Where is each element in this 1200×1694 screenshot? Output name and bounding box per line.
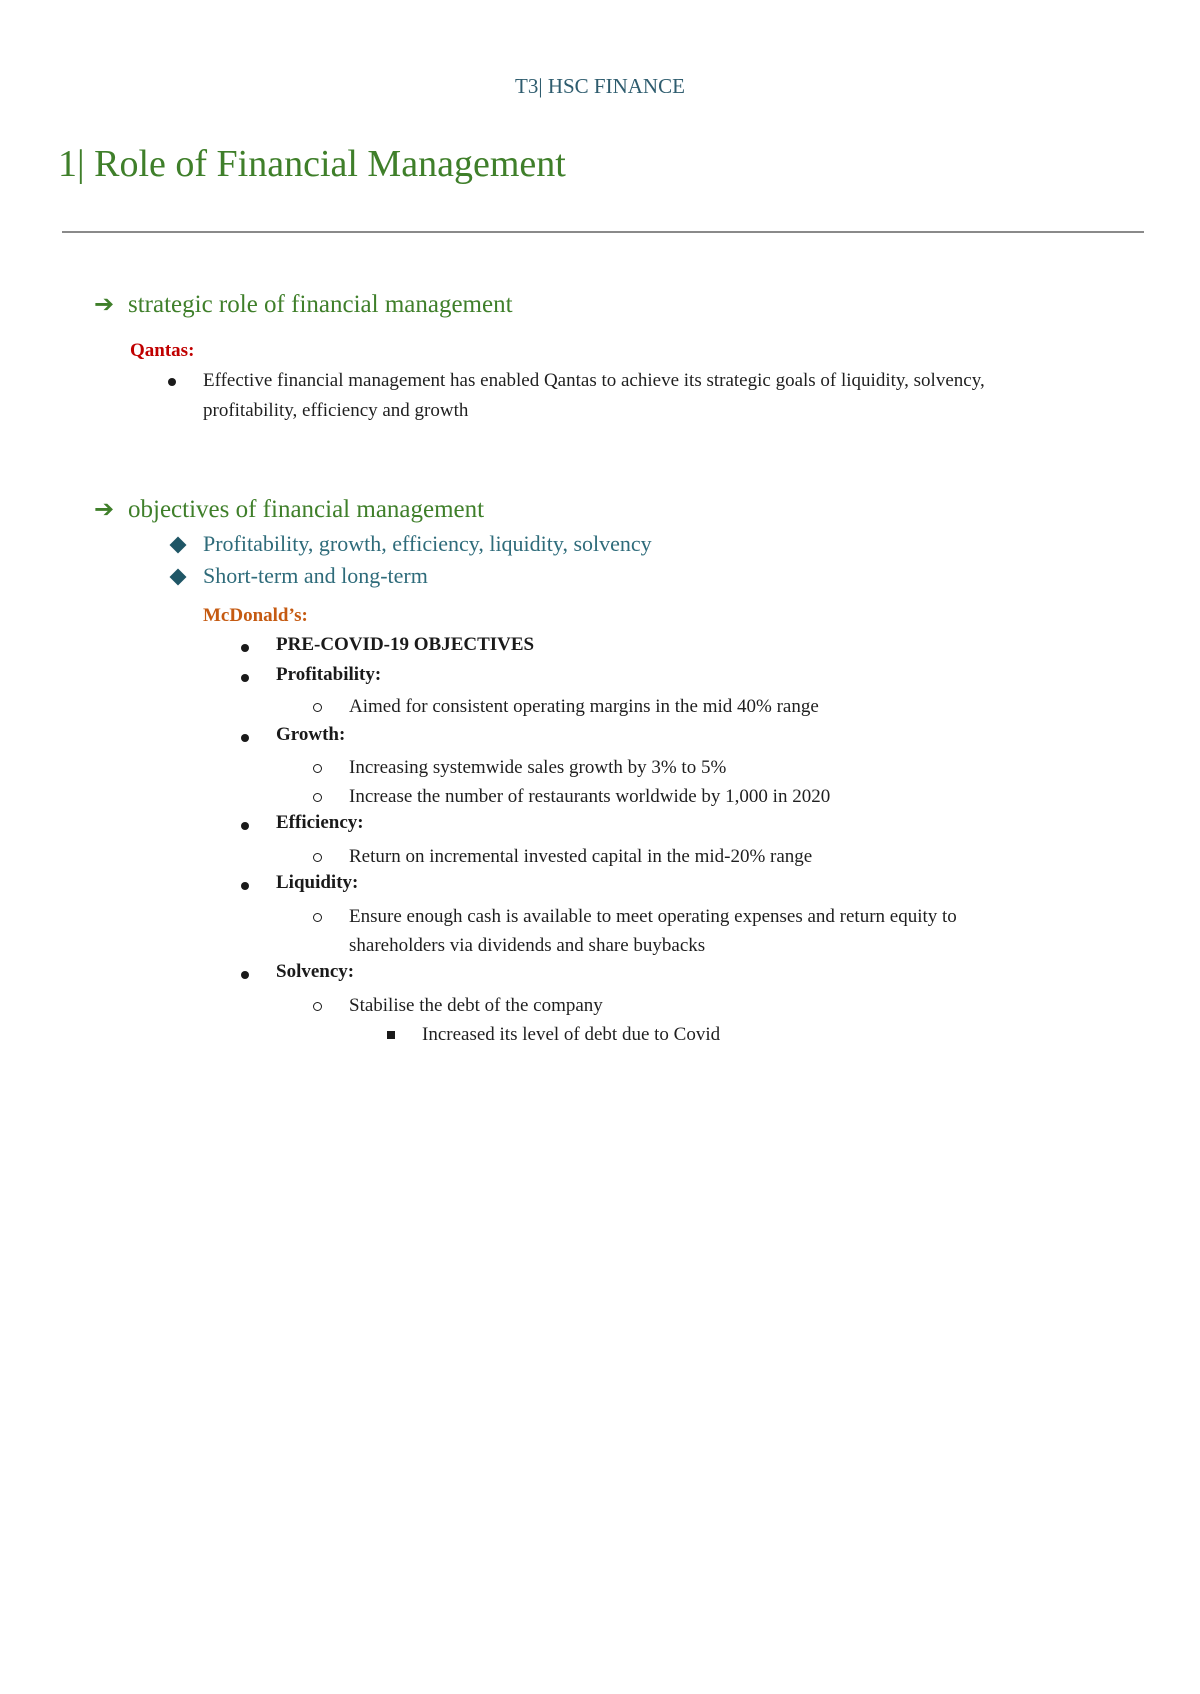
bullet-text-line: Effective financial management has enabled Qantas to achieve its strategic goals of liquidity, solvency,	[203, 370, 985, 391]
objective-label-solvency: Solvency:	[276, 961, 355, 982]
sub-bullet-text: Increase the number of restaurants worldwide by 1,000 in 2020	[349, 786, 831, 807]
square-bullet-icon	[387, 1031, 395, 1039]
page-header: T3| HSC FINANCE	[515, 74, 685, 98]
circle-bullet-icon	[313, 703, 322, 712]
section-heading-strategic-role	[94, 290, 513, 319]
sub-bullet-text: Ensure enough cash is available to meet operating expenses and return equity to	[349, 906, 957, 927]
company-label-mcdonalds: McDonald’s:	[203, 605, 308, 626]
circle-bullet-icon	[313, 1002, 322, 1011]
arrow-icon: ➔	[94, 290, 115, 318]
circle-bullet-icon	[313, 853, 322, 862]
objective-label-profitability: Profitability:	[276, 664, 382, 685]
arrow-icon: ➔	[94, 495, 115, 523]
horizontal-divider	[62, 231, 1144, 233]
diamond-item-text: Profitability, growth, efficiency, liquidity, solvency	[203, 531, 652, 556]
sub-bullet-text: Aimed for consistent operating margins in the mid 40% range	[349, 696, 819, 717]
sub-bullet-text: shareholders via dividends and share buybacks	[349, 935, 706, 956]
bullet-text-line: profitability, efficiency and growth	[203, 400, 469, 421]
bullet-icon	[241, 644, 249, 652]
sub-bullet-text: Stabilise the debt of the company	[349, 995, 603, 1016]
objective-label-efficiency: Efficiency:	[276, 812, 364, 833]
diamond-bullet-icon	[170, 537, 187, 554]
bullet-icon	[241, 971, 249, 979]
bullet-icon	[168, 378, 176, 386]
circle-bullet-icon	[313, 764, 322, 773]
sub-sub-bullet-text: Increased its level of debt due to Covid	[422, 1024, 721, 1045]
section-heading-objectives	[94, 495, 484, 524]
circle-bullet-icon	[313, 793, 322, 802]
bullet-icon	[241, 822, 249, 830]
bullet-icon	[241, 882, 249, 890]
company-label-qantas: Qantas:	[130, 340, 195, 361]
section-heading-text: objectives of financial management	[128, 496, 485, 523]
diamond-item-text: Short-term and long-term	[203, 563, 428, 588]
diamond-bullet-icon	[170, 569, 187, 586]
objective-label-liquidity: Liquidity:	[276, 872, 359, 893]
sub-bullet-text: Return on incremental invested capital in the mid-20% range	[349, 846, 813, 867]
objective-label-growth: Growth:	[276, 724, 346, 745]
page-title: 1| Role of Financial Management	[58, 143, 566, 185]
circle-bullet-icon	[313, 913, 322, 922]
bullet-icon	[241, 734, 249, 742]
sub-bullet-text: Increasing systemwide sales growth by 3% to 5%	[349, 757, 727, 778]
section-heading-text: strategic role of financial management	[128, 291, 513, 318]
pre-covid-heading: PRE-COVID-19 OBJECTIVES	[276, 634, 535, 655]
bullet-icon	[241, 674, 249, 682]
